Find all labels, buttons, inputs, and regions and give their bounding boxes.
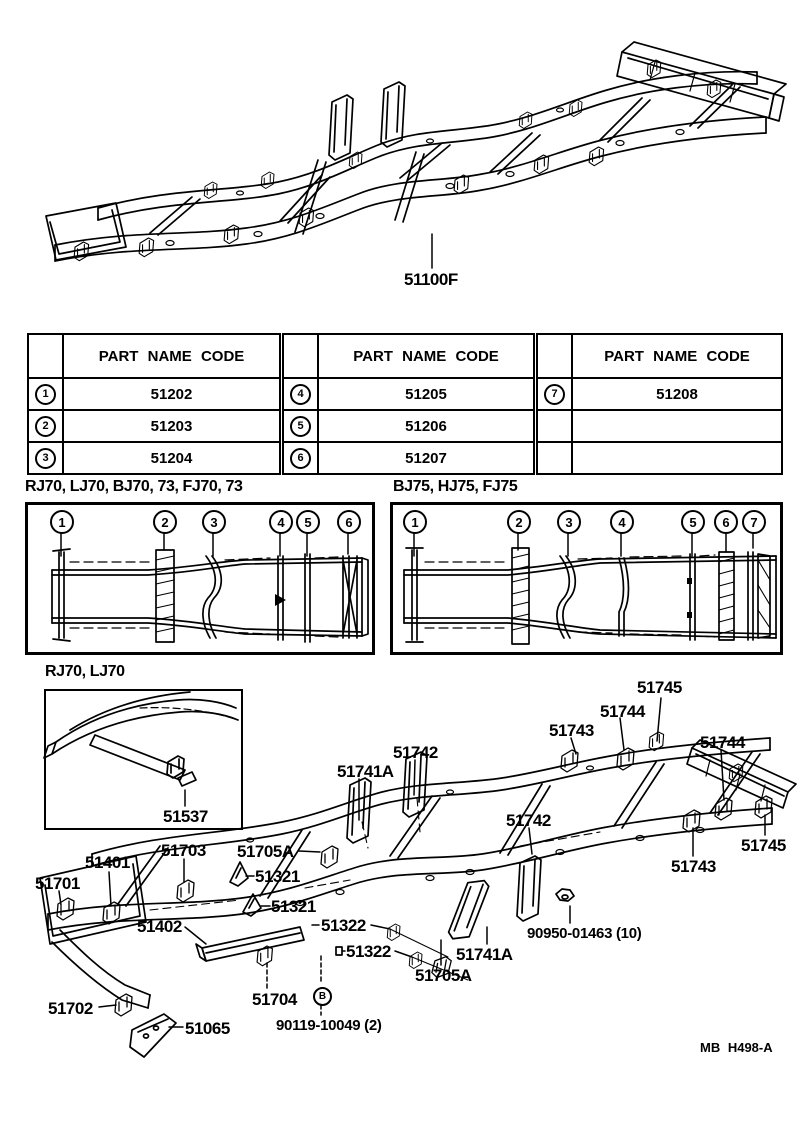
- part-label-51065: 51065: [185, 1019, 230, 1038]
- part-label-51402: 51402: [137, 917, 182, 936]
- part-label-51321: 51321: [271, 897, 316, 916]
- code-cell: 51202: [63, 378, 280, 410]
- table-row: [283, 410, 534, 442]
- crossmember-marker-3: 3: [202, 510, 226, 534]
- part-label-51741A: 51741A: [337, 762, 394, 781]
- marker-cell: [283, 410, 318, 442]
- crossmember-marker-7: 7: [742, 510, 766, 534]
- marker-cell: [28, 442, 63, 474]
- part-label-51100F: 51100F: [404, 270, 458, 289]
- code-cell: 51208: [572, 378, 782, 410]
- crossmember-marker-5: 5: [296, 510, 320, 534]
- circled-number: 5: [290, 416, 311, 437]
- code-cell: 51207: [318, 442, 534, 474]
- drawing-number: MB H498-A: [700, 1040, 773, 1055]
- part-label-51745: 51745: [637, 678, 682, 697]
- circled-number: 3: [35, 448, 56, 469]
- part-label-51705A: 51705A: [415, 966, 472, 985]
- marker-cell: [283, 378, 318, 410]
- table-header-row: [537, 334, 782, 378]
- crossmember-marker-6: 6: [337, 510, 361, 534]
- part-label-51704: 51704: [252, 990, 297, 1009]
- code-cell: [572, 410, 782, 442]
- part-table-group-2: [282, 333, 535, 475]
- part-label-51322: 51322: [321, 916, 366, 935]
- table-row: [537, 410, 782, 442]
- crossmember-marker-1: 1: [403, 510, 427, 534]
- code-cell: 51203: [63, 410, 280, 442]
- right-view-title: BJ75, HJ75, FJ75: [393, 478, 518, 495]
- marker-cell: [283, 442, 318, 474]
- crossmember-marker-2: 2: [507, 510, 531, 534]
- part-label-51745: 51745: [741, 836, 786, 855]
- part-label-90950-01463: 90950-01463 (10): [527, 925, 642, 942]
- crossmember-marker-5: 5: [681, 510, 705, 534]
- part-label-51702: 51702: [48, 999, 93, 1018]
- crossmember-marker-3: 3: [557, 510, 581, 534]
- circled-number: 6: [290, 448, 311, 469]
- circled-number: 2: [35, 416, 56, 437]
- part-label-51744: 51744: [600, 702, 645, 721]
- part-label-90119-10049: 90119-10049 (2): [276, 1017, 382, 1034]
- part-name-code-header: PART NAME CODE: [572, 334, 782, 378]
- crossmember-marker-1: 1: [50, 510, 74, 534]
- marker-cell: [537, 442, 572, 474]
- part-label-51744: 51744: [700, 733, 745, 752]
- part-label-51537: 51537: [163, 807, 208, 826]
- table-row: [28, 378, 280, 410]
- part-label-51743: 51743: [671, 857, 716, 876]
- part-label-51401: 51401: [85, 853, 130, 872]
- left-frame-view-box: [25, 502, 375, 655]
- marker-column-header: [28, 334, 63, 378]
- part-label-51741A: 51741A: [456, 945, 513, 964]
- table-row: [537, 378, 782, 410]
- marker-column-header: [537, 334, 572, 378]
- part-label-51705A: 51705A: [237, 842, 294, 861]
- marker-column-header: [283, 334, 318, 378]
- circled-number: 1: [35, 384, 56, 405]
- marker-cell: [28, 378, 63, 410]
- code-cell: 51204: [63, 442, 280, 474]
- crossmember-marker-4: 4: [610, 510, 634, 534]
- marker-cell: [537, 410, 572, 442]
- part-label-51322: 51322: [346, 942, 391, 961]
- circled-number: 4: [290, 384, 311, 405]
- code-cell: 51206: [318, 410, 534, 442]
- table-header-row: [283, 334, 534, 378]
- circled-number: 7: [544, 384, 565, 405]
- part-label-51743: 51743: [549, 721, 594, 740]
- part-name-code-header: PART NAME CODE: [318, 334, 534, 378]
- table-row: [537, 442, 782, 474]
- inset-title: RJ70, LJ70: [45, 663, 125, 680]
- table-row: [283, 442, 534, 474]
- part-label-51742: 51742: [393, 743, 438, 762]
- part-name-code-table: [27, 333, 784, 475]
- inset-box: [44, 689, 243, 830]
- part-label-51742: 51742: [506, 811, 551, 830]
- left-view-title: RJ70, LJ70, BJ70, 73, FJ70, 73: [25, 478, 243, 495]
- marker-cell: [537, 378, 572, 410]
- table-row: [28, 410, 280, 442]
- part-label-51321: 51321: [255, 867, 300, 886]
- table-row: [28, 442, 280, 474]
- part-table-group-1: [27, 333, 281, 475]
- crossmember-marker-4: 4: [269, 510, 293, 534]
- part-name-code-header: PART NAME CODE: [63, 334, 280, 378]
- part-label-51701: 51701: [35, 874, 80, 893]
- code-cell: 51205: [318, 378, 534, 410]
- part-table-group-3: [536, 333, 783, 475]
- fastener-marker-B: B: [313, 987, 332, 1006]
- crossmember-marker-6: 6: [714, 510, 738, 534]
- crossmember-marker-2: 2: [153, 510, 177, 534]
- marker-cell: [28, 410, 63, 442]
- table-header-row: [28, 334, 280, 378]
- code-cell: [572, 442, 782, 474]
- part-label-51703: 51703: [161, 841, 206, 860]
- table-row: [283, 378, 534, 410]
